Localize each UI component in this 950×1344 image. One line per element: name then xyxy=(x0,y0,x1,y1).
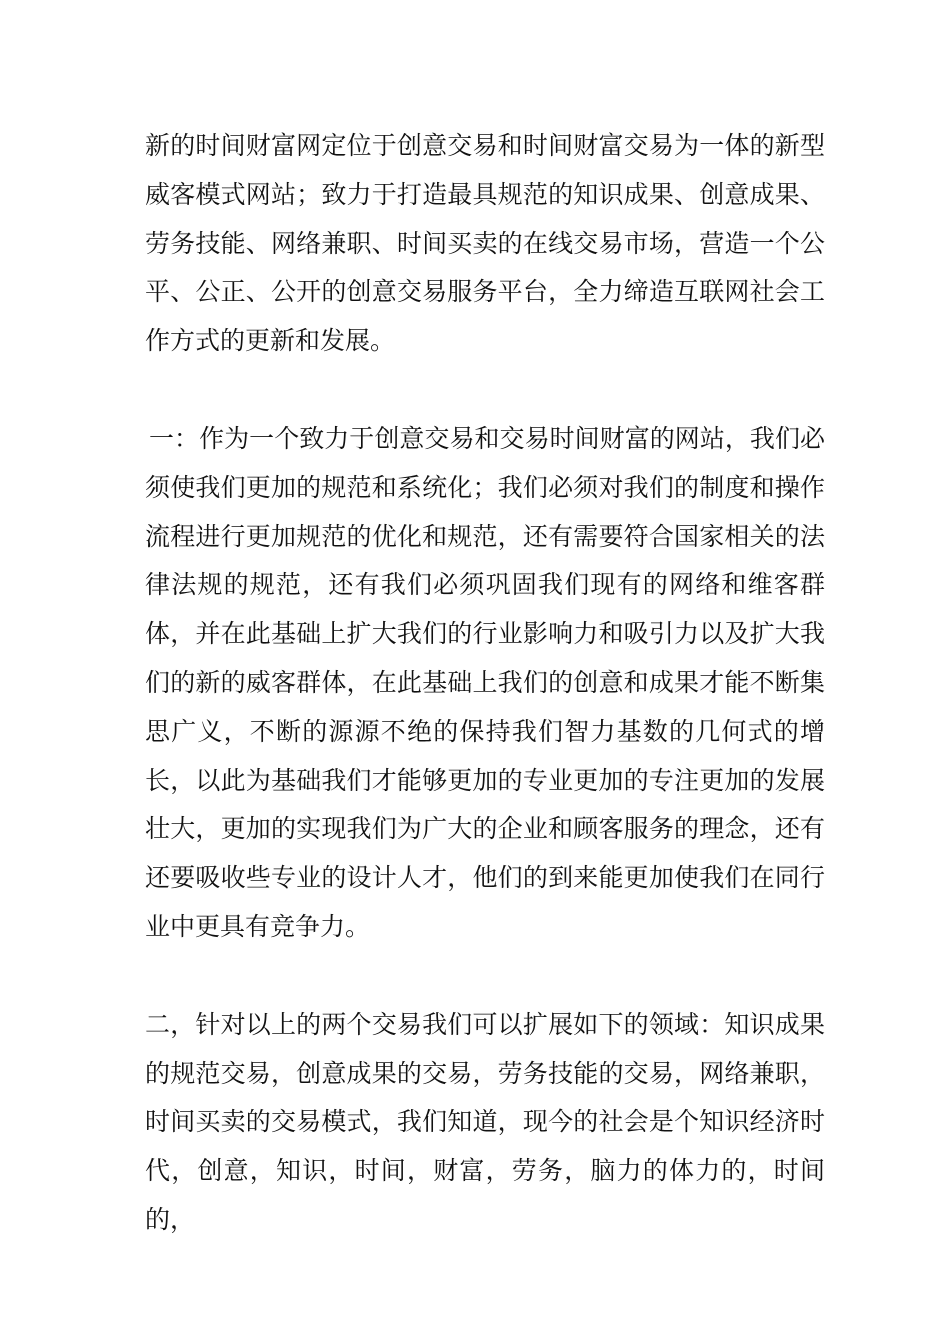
document-body xyxy=(145,122,825,1245)
paragraph-intro: 新的时间财富网定位于创意交易和时间财富交易为一体的新型威客模式网站；致力于打造最具规范的知识成果、创意成果、劳务技能、网络兼职、时间买卖的在线交易市场，营造一个公平、公正、公开的创意交易服务平台，全力缔造互联网社会工作方式的更新和发展。 xyxy=(145,131,825,356)
paragraph-point-one: 一：作为一个致力于创意交易和交易时间财富的网站，我们必须使我们更加的规范和系统化；我们必须对我们的制度和操作流程进行更加规范的优化和规范，还有需要符合国家相关的法律法规的规范，还有我们必须巩固我们现有的网络和维客群体，并在此基础上扩大我们的行业影响力和吸引力以及扩大我们的新的威客群体，在此基础上我们的创意和成果才能不断集思广义，不断的源源不绝的保持我们智力基数的几何式的增长，以此为基础我们才能够更加的专业更加的专注更加的发展壮大，更加的实现我们为广大的企业和顾客服务的理念，还有还要吸收些专业的设计人才，他们的到来能更加使我们在同行业中更具有竞争力。 xyxy=(145,423,825,941)
paragraph-point-two: 二，针对以上的两个交易我们可以扩展如下的领域：知识成果的规范交易，创意成果的交易，劳务技能的交易，网络兼职，时间买卖的交易模式，我们知道，现今的社会是个知识经济时代，创意，知识，时间，财富，劳务，脑力的体力的，时间的， xyxy=(145,1009,825,1234)
